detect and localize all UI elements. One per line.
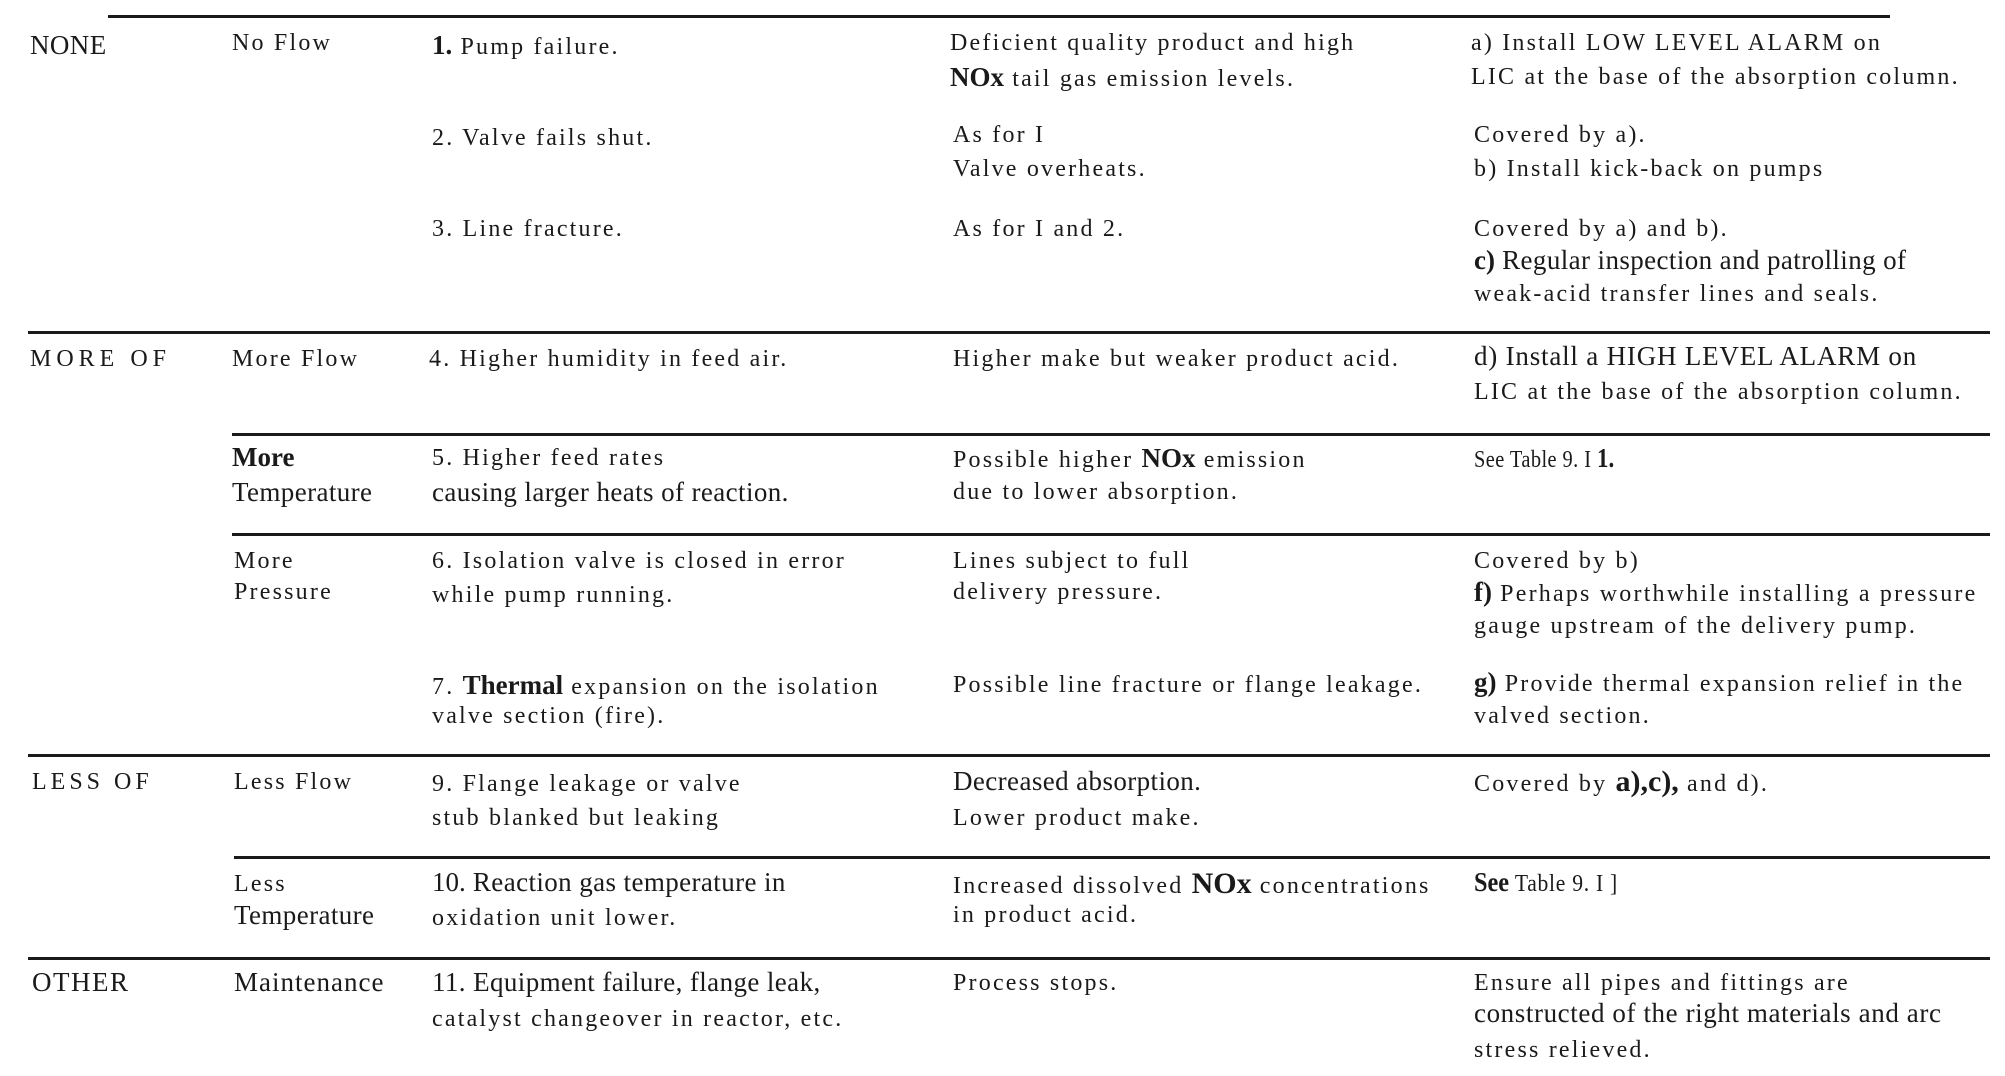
guide-word-none: NONE bbox=[30, 30, 107, 60]
cause-6-line-2: while pump running. bbox=[432, 582, 675, 608]
deviation-more-pressure-line-2: Pressure bbox=[234, 579, 333, 605]
divider-less-other bbox=[28, 957, 1990, 960]
consequence-5-line-2: due to lower absorption. bbox=[953, 479, 1240, 505]
action-a-line-2: LIC at the base of the absorption column. bbox=[1471, 64, 1960, 90]
consequence-6-line-2: delivery pressure. bbox=[953, 579, 1164, 605]
consequence-9-line-1: Decreased absorption. bbox=[953, 766, 1202, 796]
action-10: See Table 9. I ] bbox=[1474, 867, 1618, 897]
consequence-11: Process stops. bbox=[953, 970, 1119, 996]
guide-word-other: OTHER bbox=[32, 967, 130, 997]
consequence-2-line-1: As for I bbox=[953, 122, 1046, 148]
cause-11-line-2: catalyst changeover in reactor, etc. bbox=[432, 1006, 844, 1032]
guide-word-less-of: LESS OF bbox=[32, 769, 153, 795]
cause-11-line-1: 11. Equipment failure, flange leak, bbox=[432, 967, 821, 997]
cause-5-line-1: 5. Higher feed rates bbox=[432, 445, 666, 471]
action-6-line-2: f) Perhaps worthwhile installing a pressure bbox=[1474, 577, 1978, 607]
cause-1: 1. Pump failure. bbox=[432, 30, 620, 60]
deviation-less-flow: Less Flow bbox=[234, 769, 354, 795]
cause-3: 3. Line fracture. bbox=[432, 216, 624, 242]
action-5: See Table 9. I 1. bbox=[1474, 443, 1615, 473]
action-9: Covered by a),c), and d). bbox=[1474, 765, 1770, 798]
action-g-line-1: g) Provide thermal expansion relief in the bbox=[1474, 667, 1965, 697]
action-6-line-1: Covered by b) bbox=[1474, 548, 1640, 574]
consequence-7: Possible line fracture or flange leakage. bbox=[953, 672, 1424, 698]
consequence-1-line-2: NOx tail gas emission levels. bbox=[950, 62, 1296, 92]
consequence-10-line-1: Increased dissolved NOx concentrations bbox=[953, 867, 1431, 900]
action-d-line-2: LIC at the base of the absorption column. bbox=[1474, 379, 1963, 405]
cause-10-line-2: oxidation unit lower. bbox=[432, 905, 678, 931]
action-2-line-2: b) Install kick-back on pumps bbox=[1474, 156, 1825, 182]
cause-9-line-1: 9. Flange leakage or valve bbox=[432, 771, 742, 797]
deviation-maintenance: Maintenance bbox=[234, 967, 385, 997]
deviation-more-flow: More Flow bbox=[232, 346, 360, 372]
cause-10-line-1: 10. Reaction gas temperature in bbox=[432, 867, 786, 897]
consequence-1-line-1: Deficient quality product and high bbox=[950, 30, 1356, 56]
deviation-less-temp-line-1: Less bbox=[234, 871, 287, 897]
deviation-more-pressure-line-1: More bbox=[234, 548, 295, 574]
cause-2: 2. Valve fails shut. bbox=[432, 125, 654, 151]
action-g-line-2: valved section. bbox=[1474, 703, 1651, 729]
action-3-line-1: Covered by a) and b). bbox=[1474, 216, 1729, 242]
deviation-more-temp-line-2: Temperature bbox=[232, 477, 373, 507]
consequence-10-line-2: in product acid. bbox=[953, 902, 1139, 928]
consequence-6-line-1: Lines subject to full bbox=[953, 548, 1191, 574]
consequence-4: Higher make but weaker product acid. bbox=[953, 346, 1401, 372]
consequence-5-line-1: Possible higher NOx emission bbox=[953, 443, 1307, 473]
deviation-no-flow: No Flow bbox=[232, 30, 333, 56]
action-2-line-1: Covered by a). bbox=[1474, 122, 1647, 148]
divider-more-less bbox=[28, 754, 1990, 757]
cause-6-line-1: 6. Isolation valve is closed in error bbox=[432, 548, 846, 574]
cause-4: 4. Higher humidity in feed air. bbox=[429, 346, 789, 372]
cause-5-line-2: causing larger heats of reaction. bbox=[432, 477, 789, 507]
divider-less-flow-temp bbox=[234, 856, 1990, 859]
cause-7-line-2: valve section (fire). bbox=[432, 703, 666, 729]
deviation-more-temp-line-1: More bbox=[232, 442, 295, 472]
action-6-line-3: gauge upstream of the delivery pump. bbox=[1474, 613, 1918, 639]
action-3-line-3: weak-acid transfer lines and seals. bbox=[1474, 281, 1880, 307]
action-11-line-2: constructed of the right materials and arc bbox=[1474, 998, 1942, 1028]
cause-7-line-1: 7. Thermal expansion on the isolation bbox=[432, 670, 880, 700]
divider-more-temp-pressure bbox=[232, 533, 1990, 536]
divider-none-more bbox=[28, 331, 1990, 334]
action-a-line-1: a) Install LOW LEVEL ALARM on bbox=[1471, 30, 1883, 56]
deviation-less-temp-line-2: Temperature bbox=[234, 900, 375, 930]
guide-word-more-of: MORE OF bbox=[30, 346, 172, 372]
action-3-line-2: c) Regular inspection and patrolling of bbox=[1474, 245, 1907, 275]
consequence-3: As for I and 2. bbox=[953, 216, 1126, 242]
header-rule bbox=[108, 15, 1890, 18]
action-11-line-1: Ensure all pipes and fittings are bbox=[1474, 970, 1850, 996]
cause-9-line-2: stub blanked but leaking bbox=[432, 805, 721, 831]
divider-more-flow-temp bbox=[232, 433, 1990, 436]
consequence-2-line-2: Valve overheats. bbox=[953, 156, 1147, 182]
action-11-line-3: stress relieved. bbox=[1474, 1037, 1652, 1063]
consequence-9-line-2: Lower product make. bbox=[953, 805, 1201, 831]
action-d-line-1: d) Install a HIGH LEVEL ALARM on bbox=[1474, 341, 1918, 371]
